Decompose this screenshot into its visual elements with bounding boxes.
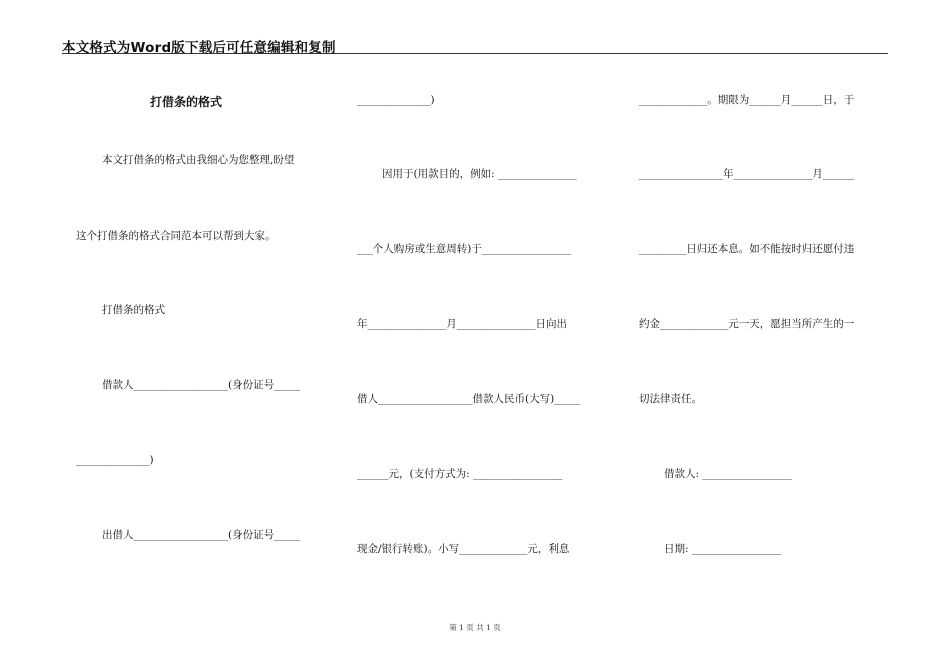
paragraph-line: ______________) (357, 94, 435, 106)
paragraph-line: 现金/银行转账)。小写_____________元，利息 (357, 543, 570, 555)
paragraph-line: 借款人__________________(身份证号_____ (102, 379, 301, 391)
borrower-signature-line: 借款人: _________________ (664, 468, 792, 480)
paragraph-line: 因用于(用款目的，例如: _______________ (382, 168, 577, 180)
section-heading: 打借条的格式 (102, 304, 165, 316)
paragraph-line: _____________。期限为______月______日，于 (639, 94, 855, 106)
paragraph-line: 年_______________月_______________日向出 (357, 318, 567, 330)
page-footer: 第 1 页 共 1 页 (449, 623, 501, 632)
header-title: 本文格式为Word版下载后可任意编辑和复制 (62, 40, 336, 56)
paragraph-line: 借人__________________借款人民币(大写)_____ (357, 393, 581, 405)
date-line: 日期: _________________ (664, 543, 782, 555)
header-divider (62, 53, 888, 54)
paragraph-line: ___个人购房或生意周转)于_________________ (357, 243, 572, 255)
paragraph-line: ________________年_______________月______ (639, 168, 855, 180)
paragraph-line: 切法律责任。 (639, 393, 702, 405)
paragraph-line: 出借人__________________(身份证号_____ (102, 529, 301, 541)
paragraph-line: 本文打借条的格式由我细心为您整理,盼望 (102, 154, 295, 166)
document-title: 打借条的格式 (150, 95, 223, 109)
paragraph-line: 这个打借条的格式合同范本可以帮到大家。 (76, 230, 276, 242)
paragraph-line: ______元，(支付方式为: _________________ (357, 468, 563, 480)
paragraph-line: ______________) (76, 454, 154, 466)
paragraph-line: 约金_____________元一天，愿担当所产生的一 (639, 318, 855, 330)
paragraph-line: _________日归还本息。如不能按时归还愿付违 (639, 243, 855, 255)
